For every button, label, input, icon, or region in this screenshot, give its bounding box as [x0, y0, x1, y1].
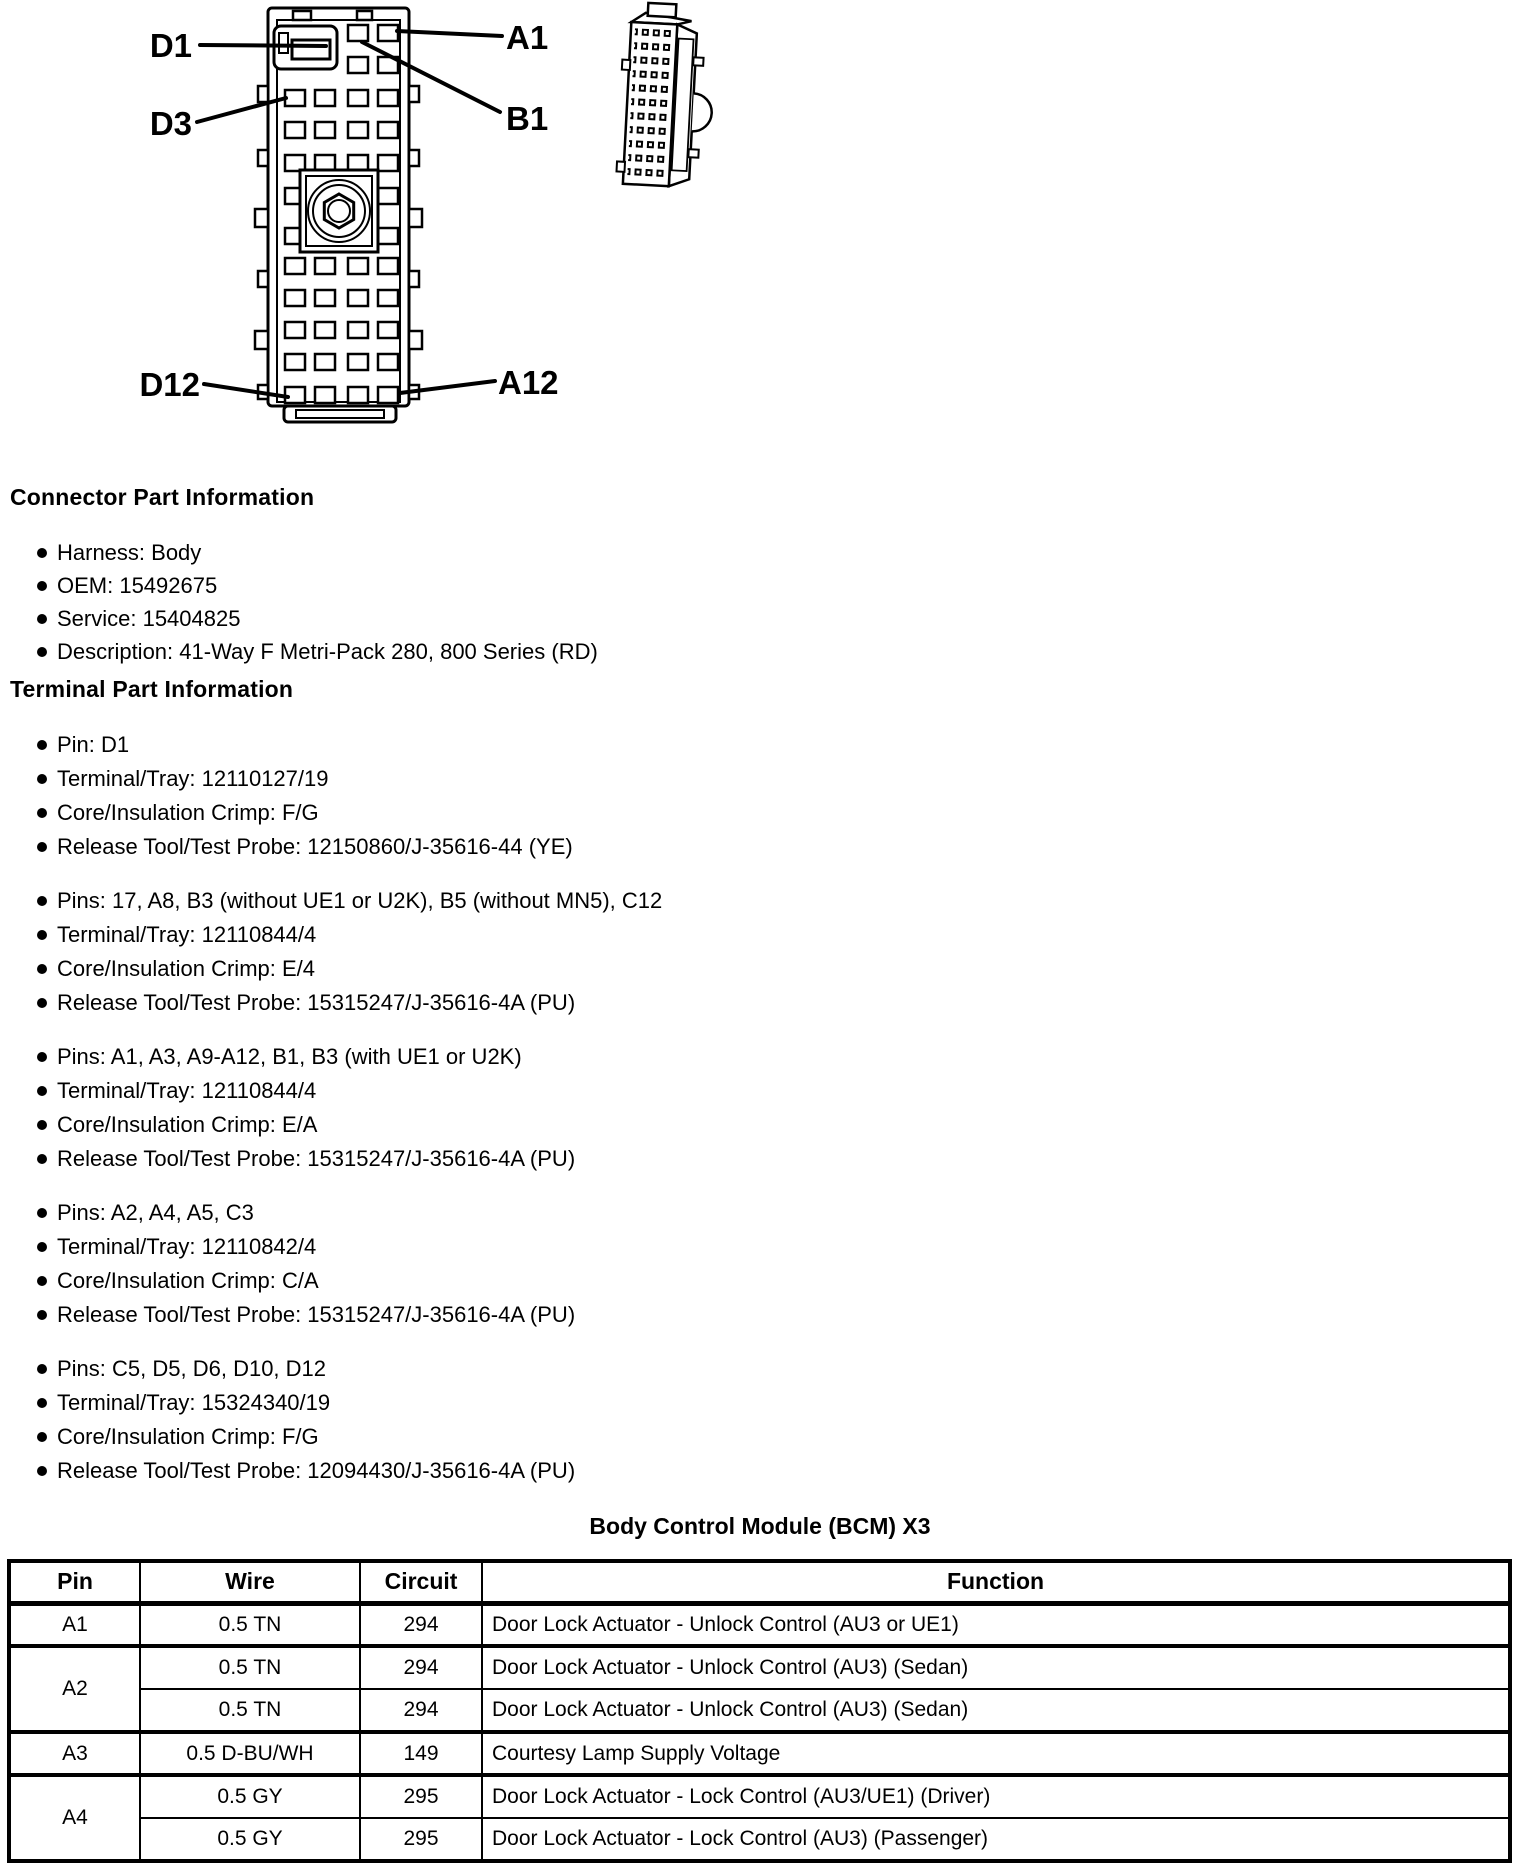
- circuit-cell: 294: [360, 1689, 482, 1732]
- bullet-icon: [37, 1398, 47, 1408]
- list-item: [0, 1352, 1520, 1386]
- list-item: [0, 952, 1520, 986]
- bullet-icon: [37, 1208, 47, 1218]
- terminal-part-info-heading: Terminal Part Information: [10, 676, 294, 702]
- list-item: [0, 569, 1520, 602]
- bcm-pinout-table: [7, 1559, 1512, 1863]
- list-item-text: Pins: C5, D5, D6, D10, D12: [57, 1356, 327, 1381]
- bullet-icon: [37, 964, 47, 974]
- list-item-text: Pins: A1, A3, A9-A12, B1, B3 (with UE1 or U2K): [57, 1044, 522, 1069]
- list-item: [0, 762, 1520, 796]
- list-item-text: Service: 15404825: [57, 605, 241, 631]
- list-item: [0, 1142, 1520, 1176]
- list-item: [0, 796, 1520, 830]
- list-item-text: Harness: Body: [57, 539, 202, 565]
- list-item-text: Pins: A2, A4, A5, C3: [57, 1200, 254, 1225]
- bullet-icon: [37, 614, 47, 624]
- list-item: [0, 1196, 1520, 1230]
- bullet-icon: [37, 1154, 47, 1164]
- list-item: [0, 884, 1520, 918]
- pin-cell: A4: [9, 1775, 140, 1861]
- list-item: [0, 602, 1520, 635]
- list-item: [0, 1230, 1520, 1264]
- function-cell: Courtesy Lamp Supply Voltage: [482, 1732, 1510, 1775]
- function-cell: Door Lock Actuator - Unlock Control (AU3) (Sedan): [482, 1646, 1510, 1689]
- table-row: [9, 1818, 1510, 1861]
- terminal-group: [0, 728, 1520, 864]
- list-item: [0, 1108, 1520, 1142]
- bullet-icon: [37, 1086, 47, 1096]
- pin-cell: A1: [9, 1603, 140, 1646]
- pin-cell: A3: [9, 1732, 140, 1775]
- col-header-wire: Wire: [140, 1561, 360, 1603]
- function-cell: Door Lock Actuator - Lock Control (AU3/UE1) (Driver): [482, 1775, 1510, 1818]
- circuit-cell: 295: [360, 1775, 482, 1818]
- function-cell: Door Lock Actuator - Unlock Control (AU3) (Sedan): [482, 1689, 1510, 1732]
- list-item-text: Terminal/Tray: 15324340/19: [57, 1390, 331, 1415]
- col-header-pin: Pin: [9, 1561, 140, 1603]
- table-row: [9, 1603, 1510, 1646]
- list-item: [0, 728, 1520, 762]
- table-row: [9, 1732, 1510, 1775]
- pin-label-b1: B1: [506, 100, 549, 137]
- list-item-text: Terminal/Tray: 12110844/4: [57, 922, 317, 947]
- bullet-icon: [37, 1242, 47, 1252]
- bullet-icon: [37, 1276, 47, 1286]
- terminal-group: [0, 1196, 1520, 1332]
- list-item-text: Release Tool/Test Probe: 15315247/J-35616-4A (PU): [57, 990, 576, 1015]
- function-cell: Door Lock Actuator - Lock Control (AU3) (Passenger): [482, 1818, 1510, 1861]
- bullet-icon: [37, 647, 47, 657]
- list-item-text: Release Tool/Test Probe: 12094430/J-35616-4A (PU): [57, 1458, 576, 1483]
- connector-3d-view: [616, 2, 717, 189]
- list-item-text: Release Tool/Test Probe: 15315247/J-35616-4A (PU): [57, 1146, 576, 1171]
- list-item: [0, 635, 1520, 668]
- list-item: [0, 830, 1520, 864]
- wire-cell: 0.5 TN: [140, 1603, 360, 1646]
- wire-cell: 0.5 D-BU/WH: [140, 1732, 360, 1775]
- bullet-icon: [37, 1364, 47, 1374]
- bullet-icon: [37, 548, 47, 558]
- bullet-icon: [37, 808, 47, 818]
- table-row: [9, 1775, 1510, 1818]
- list-item-text: Description: 41-Way F Metri-Pack 280, 800 Series (RD): [57, 638, 598, 664]
- wire-cell: 0.5 TN: [140, 1689, 360, 1732]
- list-item-text: Core/Insulation Crimp: F/G: [57, 1424, 319, 1449]
- list-item: [0, 1264, 1520, 1298]
- list-item-text: Pin: D1: [57, 732, 130, 757]
- pin-label-d1: D1: [149, 27, 192, 64]
- circuit-cell: 294: [360, 1646, 482, 1689]
- bullet-icon: [37, 896, 47, 906]
- list-item: [0, 1074, 1520, 1108]
- bullet-icon: [37, 774, 47, 784]
- col-header-circuit: Circuit: [360, 1561, 482, 1603]
- terminal-group: [0, 1040, 1520, 1176]
- function-cell: Door Lock Actuator - Unlock Control (AU3 or UE1): [482, 1603, 1510, 1646]
- table-row: [9, 1689, 1510, 1732]
- list-item: [0, 1386, 1520, 1420]
- connector-base: [284, 406, 396, 422]
- list-item-text: Release Tool/Test Probe: 12150860/J-35616-44 (YE): [57, 834, 573, 859]
- list-item-text: Core/Insulation Crimp: F/G: [57, 800, 319, 825]
- circuit-cell: 295: [360, 1818, 482, 1861]
- pin-label-a12: A12: [498, 364, 559, 401]
- list-item: [0, 536, 1520, 569]
- bullet-icon: [37, 1432, 47, 1442]
- list-item: [0, 986, 1520, 1020]
- list-item: [0, 1454, 1520, 1488]
- wire-cell: 0.5 GY: [140, 1818, 360, 1861]
- list-item: [0, 1420, 1520, 1454]
- bullet-icon: [37, 581, 47, 591]
- list-item-text: Release Tool/Test Probe: 15315247/J-35616-4A (PU): [57, 1302, 576, 1327]
- connector-part-info-heading: Connector Part Information: [10, 484, 315, 510]
- connector-diagram: [0, 0, 760, 432]
- pin-cell: A2: [9, 1646, 140, 1732]
- wire-cell: 0.5 GY: [140, 1775, 360, 1818]
- list-item-text: Pins: 17, A8, B3 (without UE1 or U2K), B5 (without MN5), C12: [57, 888, 663, 913]
- list-item-text: Terminal/Tray: 12110842/4: [57, 1234, 317, 1259]
- pin-label-d3: D3: [149, 105, 192, 142]
- list-item-text: Terminal/Tray: 12110844/4: [57, 1078, 317, 1103]
- connector-front-view: [255, 8, 422, 422]
- list-item-text: OEM: 15492675: [57, 572, 218, 598]
- bullet-icon: [37, 740, 47, 750]
- list-item: [0, 1298, 1520, 1332]
- circuit-cell: 294: [360, 1603, 482, 1646]
- table-title: Body Control Module (BCM) X3: [589, 1513, 931, 1539]
- bullet-icon: [37, 1120, 47, 1130]
- list-item: [0, 1040, 1520, 1074]
- bullet-icon: [37, 1310, 47, 1320]
- bullet-icon: [37, 842, 47, 852]
- pin-label-d12: D12: [139, 366, 200, 403]
- connector-part-info-list: [0, 536, 1520, 668]
- bullet-icon: [37, 1466, 47, 1476]
- terminal-group: [0, 1352, 1520, 1488]
- col-header-function: Function: [482, 1561, 1510, 1603]
- list-item-text: Core/Insulation Crimp: E/4: [57, 956, 315, 981]
- bullet-icon: [37, 998, 47, 1008]
- list-item-text: Terminal/Tray: 12110127/19: [57, 766, 329, 791]
- mounting-bolt: [300, 170, 378, 252]
- pin-label-a1: A1: [506, 19, 549, 56]
- terminal-part-info-groups: [0, 728, 1520, 1508]
- table-row: [9, 1646, 1510, 1689]
- table-header-row: [9, 1561, 1510, 1603]
- terminal-group: [0, 884, 1520, 1020]
- leader-line-d1: [200, 45, 326, 46]
- bullet-icon: [37, 1052, 47, 1062]
- leader-line-a1: [397, 31, 502, 36]
- list-item-text: Core/Insulation Crimp: E/A: [57, 1112, 318, 1137]
- list-item: [0, 918, 1520, 952]
- wire-cell: 0.5 TN: [140, 1646, 360, 1689]
- list-item-text: Core/Insulation Crimp: C/A: [57, 1268, 319, 1293]
- circuit-cell: 149: [360, 1732, 482, 1775]
- bullet-icon: [37, 930, 47, 940]
